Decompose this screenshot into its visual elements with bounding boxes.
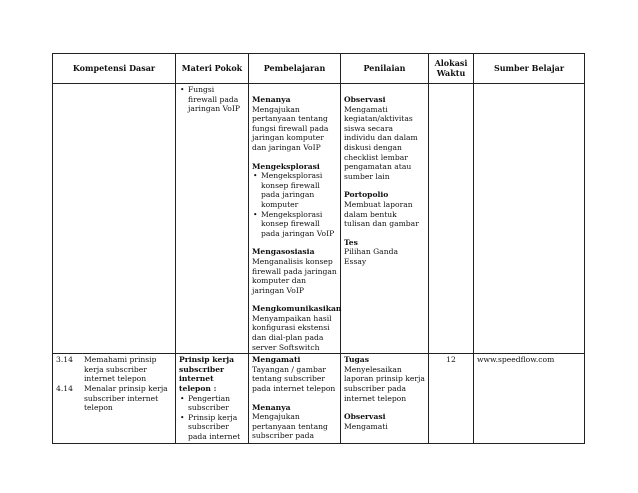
section-menanya [252,403,337,441]
kd-number: 3.14 [56,355,73,365]
section-text: Membuat laporan dalam bentuk tulisan dan gambar [344,199,419,229]
section-text: Mengajukan pertanyaan tentang subscriber pada [252,412,328,441]
header-pembelajaran: Pembelajaran [249,54,341,84]
list-item: • Prinsip kerja subscriber pada internet [179,413,245,442]
section-text: Mengajukan pertanyaan tentang fungsi firewall pada jaringan komputer dan jaringan VoIP [252,104,329,152]
list-item: • Mengeksplorasi konsep firewall pada jaringan komputer [252,171,337,209]
eksplorasi-list [252,171,337,238]
section-observasi [344,95,425,181]
section-title: Observasi [344,412,386,422]
section-tugas [344,355,425,403]
kd-text: Memahami prinsip kerja subscriber internet telepon [84,355,157,384]
header-sumber: Sumber Belajar [474,54,585,84]
section-text: Tayangan / gambar tentang subscriber pada internet telepon [252,364,336,394]
section-menanya [252,95,337,153]
sumber-cell: www.speedflow.com [474,354,585,443]
materi-list [179,85,245,114]
materi-cell [176,84,249,354]
section-observasi [344,412,425,431]
section-title: Mengkomunikasikan [252,304,342,314]
section-text: Mengamati kegiatan/aktivitas siswa secara individu dan dalam diskusi dengan checklist lembar pengamatan atau sumber lain [344,104,418,181]
penilaian-cell [341,354,429,443]
section-text: Pilihan Ganda [344,247,398,257]
section-text: Essay [344,256,367,266]
section-title: Portopolio [344,190,389,200]
header-kompetensi: Kompetensi Dasar [53,54,176,84]
kd-number: 4.14 [56,384,73,394]
materi-list [179,394,245,442]
list-item: • Mengeksplorasi konsep firewall pada jaringan VoIP [252,210,337,239]
materi-title: Prinsip kerja subscriber internet telepon : [179,355,234,394]
table-row [53,84,585,354]
section-asosiasi [252,247,337,295]
header-materi: Materi Pokok [176,54,249,84]
sumber-cell [474,84,585,354]
section-text: Menyampaikan hasil konfigurasi ekstensi dan dial-plan pada server Softswitch [252,313,332,352]
list-item: • Fungsi firewall pada jaringan VoIP [179,85,245,114]
section-eksplorasi [252,162,337,239]
section-title: Menanya [252,402,291,412]
section-title: Mengeksplorasi [252,161,320,171]
list-item: • Pengertian subscriber [179,394,245,413]
kompetensi-cell [53,354,176,443]
section-title: Menanya [252,95,291,104]
section-mengamati [252,355,337,393]
pembelajaran-cell [249,354,341,443]
kd-text: Menalar prinsip kerja subscriber internet telepon [84,384,168,413]
section-komunikasi [252,304,342,352]
section-title: Mengasosiasia [252,247,315,257]
header-alokasi: Alokasi Waktu [429,54,474,84]
section-portopolio [344,190,425,228]
section-text: Menyelesaikan laporan prinsip kerja subscriber pada internet telepon [344,364,425,403]
table-row [53,354,585,443]
section-tes [344,238,425,267]
header-penilaian: Penilaian [341,54,429,84]
section-title: Observasi [344,95,386,104]
materi-cell [176,354,249,443]
pembelajaran-cell [249,84,341,354]
table-header-row [53,54,585,84]
syllabus-table [52,53,585,444]
section-title: Tugas [344,355,369,365]
section-text: Menganalisis konsep firewall pada jaringan komputer dan jaringan VoIP [252,256,337,295]
kompetensi-cell [53,84,176,354]
alokasi-cell: 12 [429,354,474,443]
kd-item [56,384,172,413]
section-title: Mengamati [252,355,301,365]
section-title: Tes [344,237,358,247]
section-text: Mengamati [344,421,388,431]
penilaian-cell [341,84,429,354]
kd-item [56,355,172,384]
alokasi-cell [429,84,474,354]
